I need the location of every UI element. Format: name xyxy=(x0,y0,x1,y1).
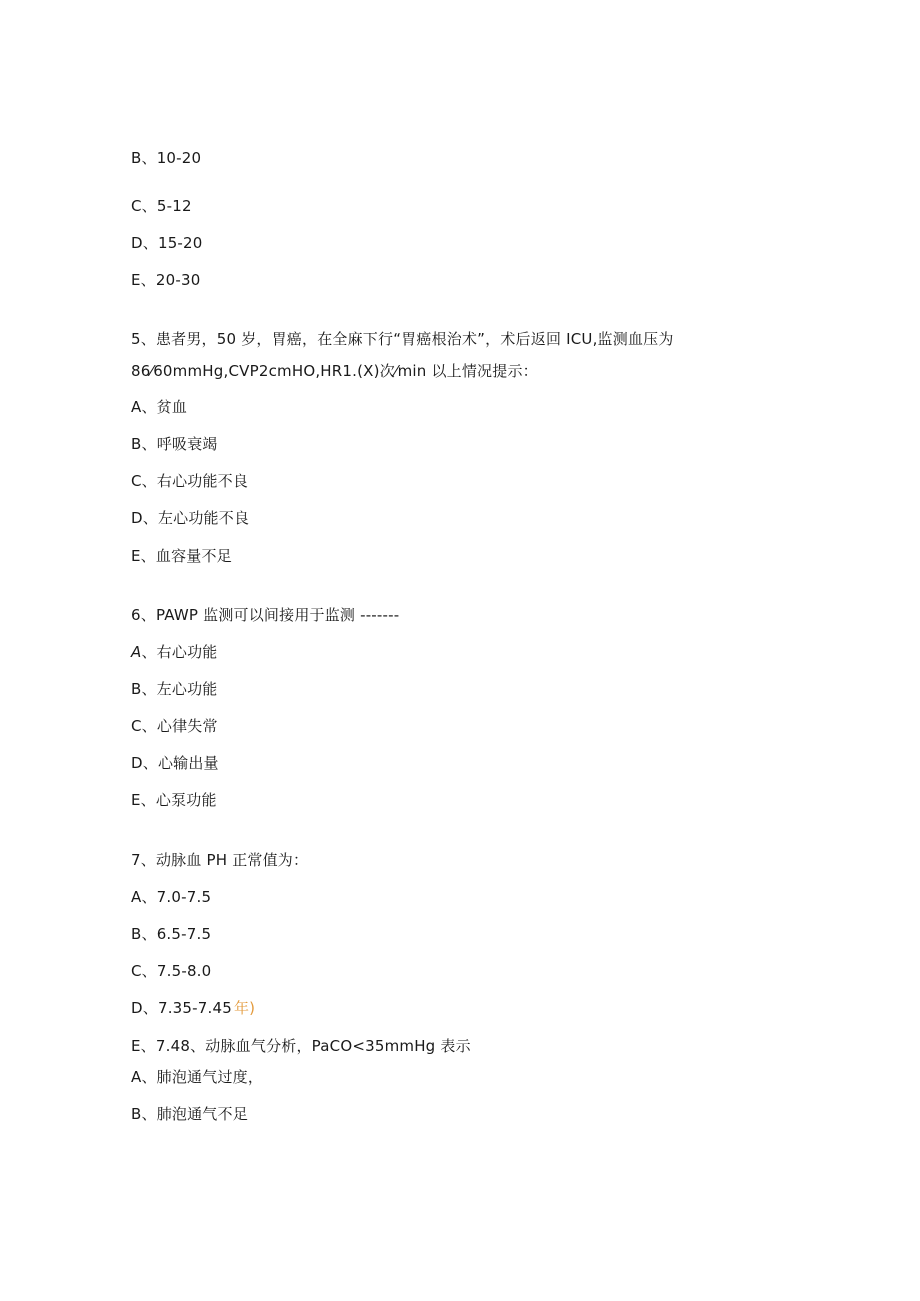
q8-option-a: A、肺泡通气过度， xyxy=(131,1068,264,1086)
q7-option-c: C、7.5-8.0 xyxy=(131,962,212,980)
q5-option-c: C、右心功能不良 xyxy=(131,472,249,490)
q5-option-e: E、血容量不足 xyxy=(131,547,232,565)
q6-option-e: E、心泵功能 xyxy=(131,791,217,809)
q7-option-d-annotation: 年) xyxy=(233,999,256,1017)
q5-option-d: D、左心功能不良 xyxy=(131,509,250,527)
q6-option-a-text: 、右心功能 xyxy=(141,643,218,661)
q7-option-b: B、6.5-7.5 xyxy=(131,925,212,943)
q7-option-e: E、7.48、动脉血气分析，PaCO<35mmHg 表示 xyxy=(131,1037,471,1055)
q6-option-d: D、心输出量 xyxy=(131,754,219,772)
q7-stem: 7、动脉血 PH 正常值为： xyxy=(131,851,309,869)
q6-option-a xyxy=(131,642,217,662)
q7-option-a: A、7.0-7.5 xyxy=(131,888,212,906)
q5-stem-line2: 86⁄60mmHg,CVP2cmHO,HR1.(X)次⁄min 以上情况提示： xyxy=(131,362,538,380)
q7-option-d-text: D、7.35-7.45 xyxy=(131,999,232,1017)
q6-option-a-letter: A xyxy=(131,643,142,661)
q7-option-d xyxy=(131,998,255,1018)
q5-option-b: B、呼吸衰竭 xyxy=(131,435,218,453)
q6-stem: 6、PAWP 监测可以间接用于监测 ------- xyxy=(131,606,400,624)
q6-option-b: B、左心功能 xyxy=(131,680,218,698)
q4-option-d: D、15-20 xyxy=(131,234,203,252)
q4-option-e: E、20-30 xyxy=(131,271,201,289)
q4-option-c: C、5-12 xyxy=(131,197,192,215)
q8-option-b: B、肺泡通气不足 xyxy=(131,1105,248,1123)
q6-option-c: C、心律失常 xyxy=(131,717,218,735)
q5-option-a: A、贫血 xyxy=(131,398,188,416)
q4-option-b: B、10-20 xyxy=(131,149,202,167)
q5-stem-line1: 5、患者男，50 岁，胃癌，在全麻下行“胃癌根治术”，术后返回 ICU,监测血压为 xyxy=(131,330,674,348)
